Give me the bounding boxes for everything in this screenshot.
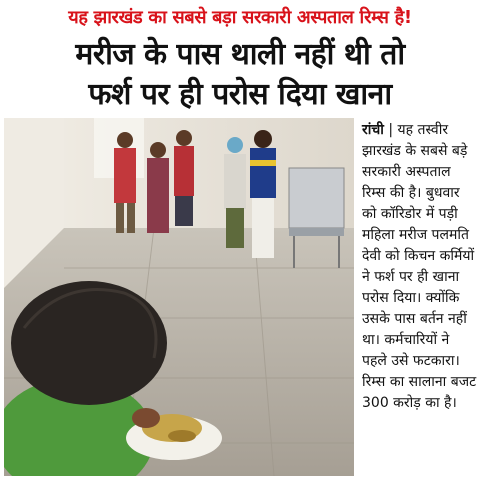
person-head: [227, 137, 243, 153]
person: [114, 148, 136, 203]
headline-line-2: फर्श पर ही परोस दिया खाना: [88, 77, 392, 112]
person: [127, 203, 135, 233]
news-photo: [4, 118, 354, 476]
photo-illustration: [4, 118, 354, 476]
caption-body: | यह तस्वीर झारखंड के सबसे बड़े सरकारी अस्पताल रिम्स की है। बुधवार को कॉरिडोर में पड़ी महिला मरीज पलमति देवी को किचन कर्मियों ने फर्श पर ही खाना परोस दिया। क्योंकि उसके पास बर्तन नहीं था। कर्मचारियों ने पहले उसे फटकारा। रिम्स का सालाना बजट 300 करोड़ का है।: [362, 122, 477, 411]
person: [224, 154, 246, 209]
person: [147, 158, 169, 233]
person: [250, 160, 276, 166]
person: [250, 148, 276, 198]
person-head: [254, 130, 272, 148]
kicker-headline: यह झारखंड का सबसे बड़ा सरकारी अस्पताल रिम्स है!: [68, 7, 412, 28]
person: [116, 203, 124, 233]
person: [252, 198, 274, 258]
patient-hair: [11, 281, 167, 405]
person: [226, 208, 244, 248]
person: [174, 146, 194, 196]
main-headline: [0, 34, 480, 116]
person: [175, 196, 193, 226]
patient-hand: [132, 408, 160, 428]
headline-line-1: मरीज के पास थाली नहीं थी तो: [75, 37, 405, 72]
person-head: [150, 142, 166, 158]
caption-dateline: रांची: [362, 122, 384, 138]
person-head: [117, 132, 133, 148]
news-caption: [362, 120, 478, 476]
person-head: [176, 130, 192, 146]
